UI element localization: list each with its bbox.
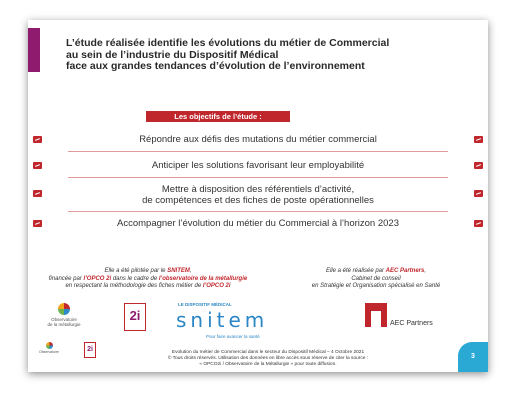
credit-snitem: SNITEM — [167, 268, 190, 274]
bullet-icon — [33, 162, 42, 169]
credit-observatoire: l’observatoire de la métallurgie — [158, 275, 248, 282]
title-line-2: au sein de l’industrie du Dispositif Médical — [66, 48, 279, 61]
credit-left-line-2 — [48, 276, 248, 284]
objective-text-line-1: Mettre à disposition des référentiels d’activité, — [161, 184, 355, 195]
slide — [28, 20, 488, 372]
footer-logo-text: Observatoire — [38, 350, 60, 354]
separator — [68, 177, 448, 178]
bullet-icon — [474, 220, 483, 227]
opco-2i-logo: 2i — [124, 303, 146, 331]
credit-text: financée par — [48, 275, 84, 282]
objective-text: Anticiper les solutions favorisant leur employabilité — [151, 160, 365, 171]
snitem-tagline: Pour faire avancer la santé — [206, 334, 260, 339]
credit-right-line-2: Cabinet de conseil — [351, 275, 401, 282]
bullet-icon — [474, 136, 483, 143]
bullet-icon — [33, 190, 42, 197]
globe-icon — [58, 303, 70, 315]
credit-left-line-3 — [48, 283, 248, 291]
credit-left — [48, 268, 248, 291]
credit-aec: AEC Partners — [385, 268, 425, 274]
objective-text — [68, 184, 448, 206]
credit-right-line-3: en Stratégie et Organisation spécialisé en Santé — [311, 283, 441, 289]
observatoire-logo-text: Observatoire — [51, 317, 77, 322]
aec-logo-icon — [365, 303, 387, 327]
observatoire-logo-text: de la métallurgie — [47, 322, 81, 327]
footer-line-1: Evolution du métier de Commercial dans le secteur du Dispositif Médical – 4 Octobre 2021 — [171, 350, 365, 355]
credit-right — [276, 268, 476, 291]
footer — [158, 350, 378, 368]
page-number: 3 — [458, 342, 488, 372]
credit-right-line-1: Elle a été réalisée par AEC Partners, — [325, 268, 427, 274]
credit-opco: l’OPCO 2i — [83, 275, 112, 282]
bullet-icon — [33, 136, 42, 143]
aec-logo-text: AEC Partners — [390, 320, 433, 327]
objective-text-line-2: de compétences et des fiches de poste opérationnelles — [142, 195, 374, 206]
separator — [68, 211, 448, 212]
observatoire-logo — [38, 303, 90, 327]
bullet-icon — [474, 190, 483, 197]
bullet-icon — [474, 162, 483, 169]
accent-bar — [28, 28, 40, 72]
footer-observatoire-logo — [36, 342, 62, 354]
objectives-header: Les objectifs de l’étude : — [146, 111, 290, 122]
globe-icon — [46, 342, 53, 349]
objective-text: Accompagner l’évolution du métier du Commercial à l’horizon 2023 — [117, 218, 399, 229]
credit-text: Elle a été réalisée par — [325, 268, 386, 274]
credit-text: dans le cadre de — [111, 275, 159, 282]
title-line-3: face aux grandes tendances d’évolution de l’environnement — [66, 60, 365, 72]
credit-left-line-1: Elle a été pilotée par le SNITEM, — [104, 268, 192, 274]
footer-opco-2i-logo: 2i — [84, 342, 96, 358]
snitem-logo-caption: LE DISPOSITIF MÉDICAL — [178, 302, 232, 307]
separator — [68, 151, 448, 152]
title-line-1: L’étude réalisée identifie les évolutions du métier de Commercial — [66, 37, 390, 49]
credit-text: en respectant la méthodologie des fiches métier de — [65, 283, 203, 289]
footer-line-2: © Tous droits réservés. Utilisation des données en libre accès sous réserve de citer la source : — [167, 356, 369, 361]
objective-text: Répondre aux défis des mutations du métier commercial — [139, 134, 377, 145]
credit-text: Elle a été pilotée par le — [104, 268, 168, 274]
credit-opco: l’OPCO 2i — [202, 283, 231, 289]
slide-title — [66, 38, 476, 73]
snitem-logo: snitem — [176, 308, 269, 332]
bullet-icon — [33, 220, 42, 227]
footer-line-3: « OPCO2i / Observatoire de la Métallurgie » pour toute diffusion. — [199, 362, 337, 367]
